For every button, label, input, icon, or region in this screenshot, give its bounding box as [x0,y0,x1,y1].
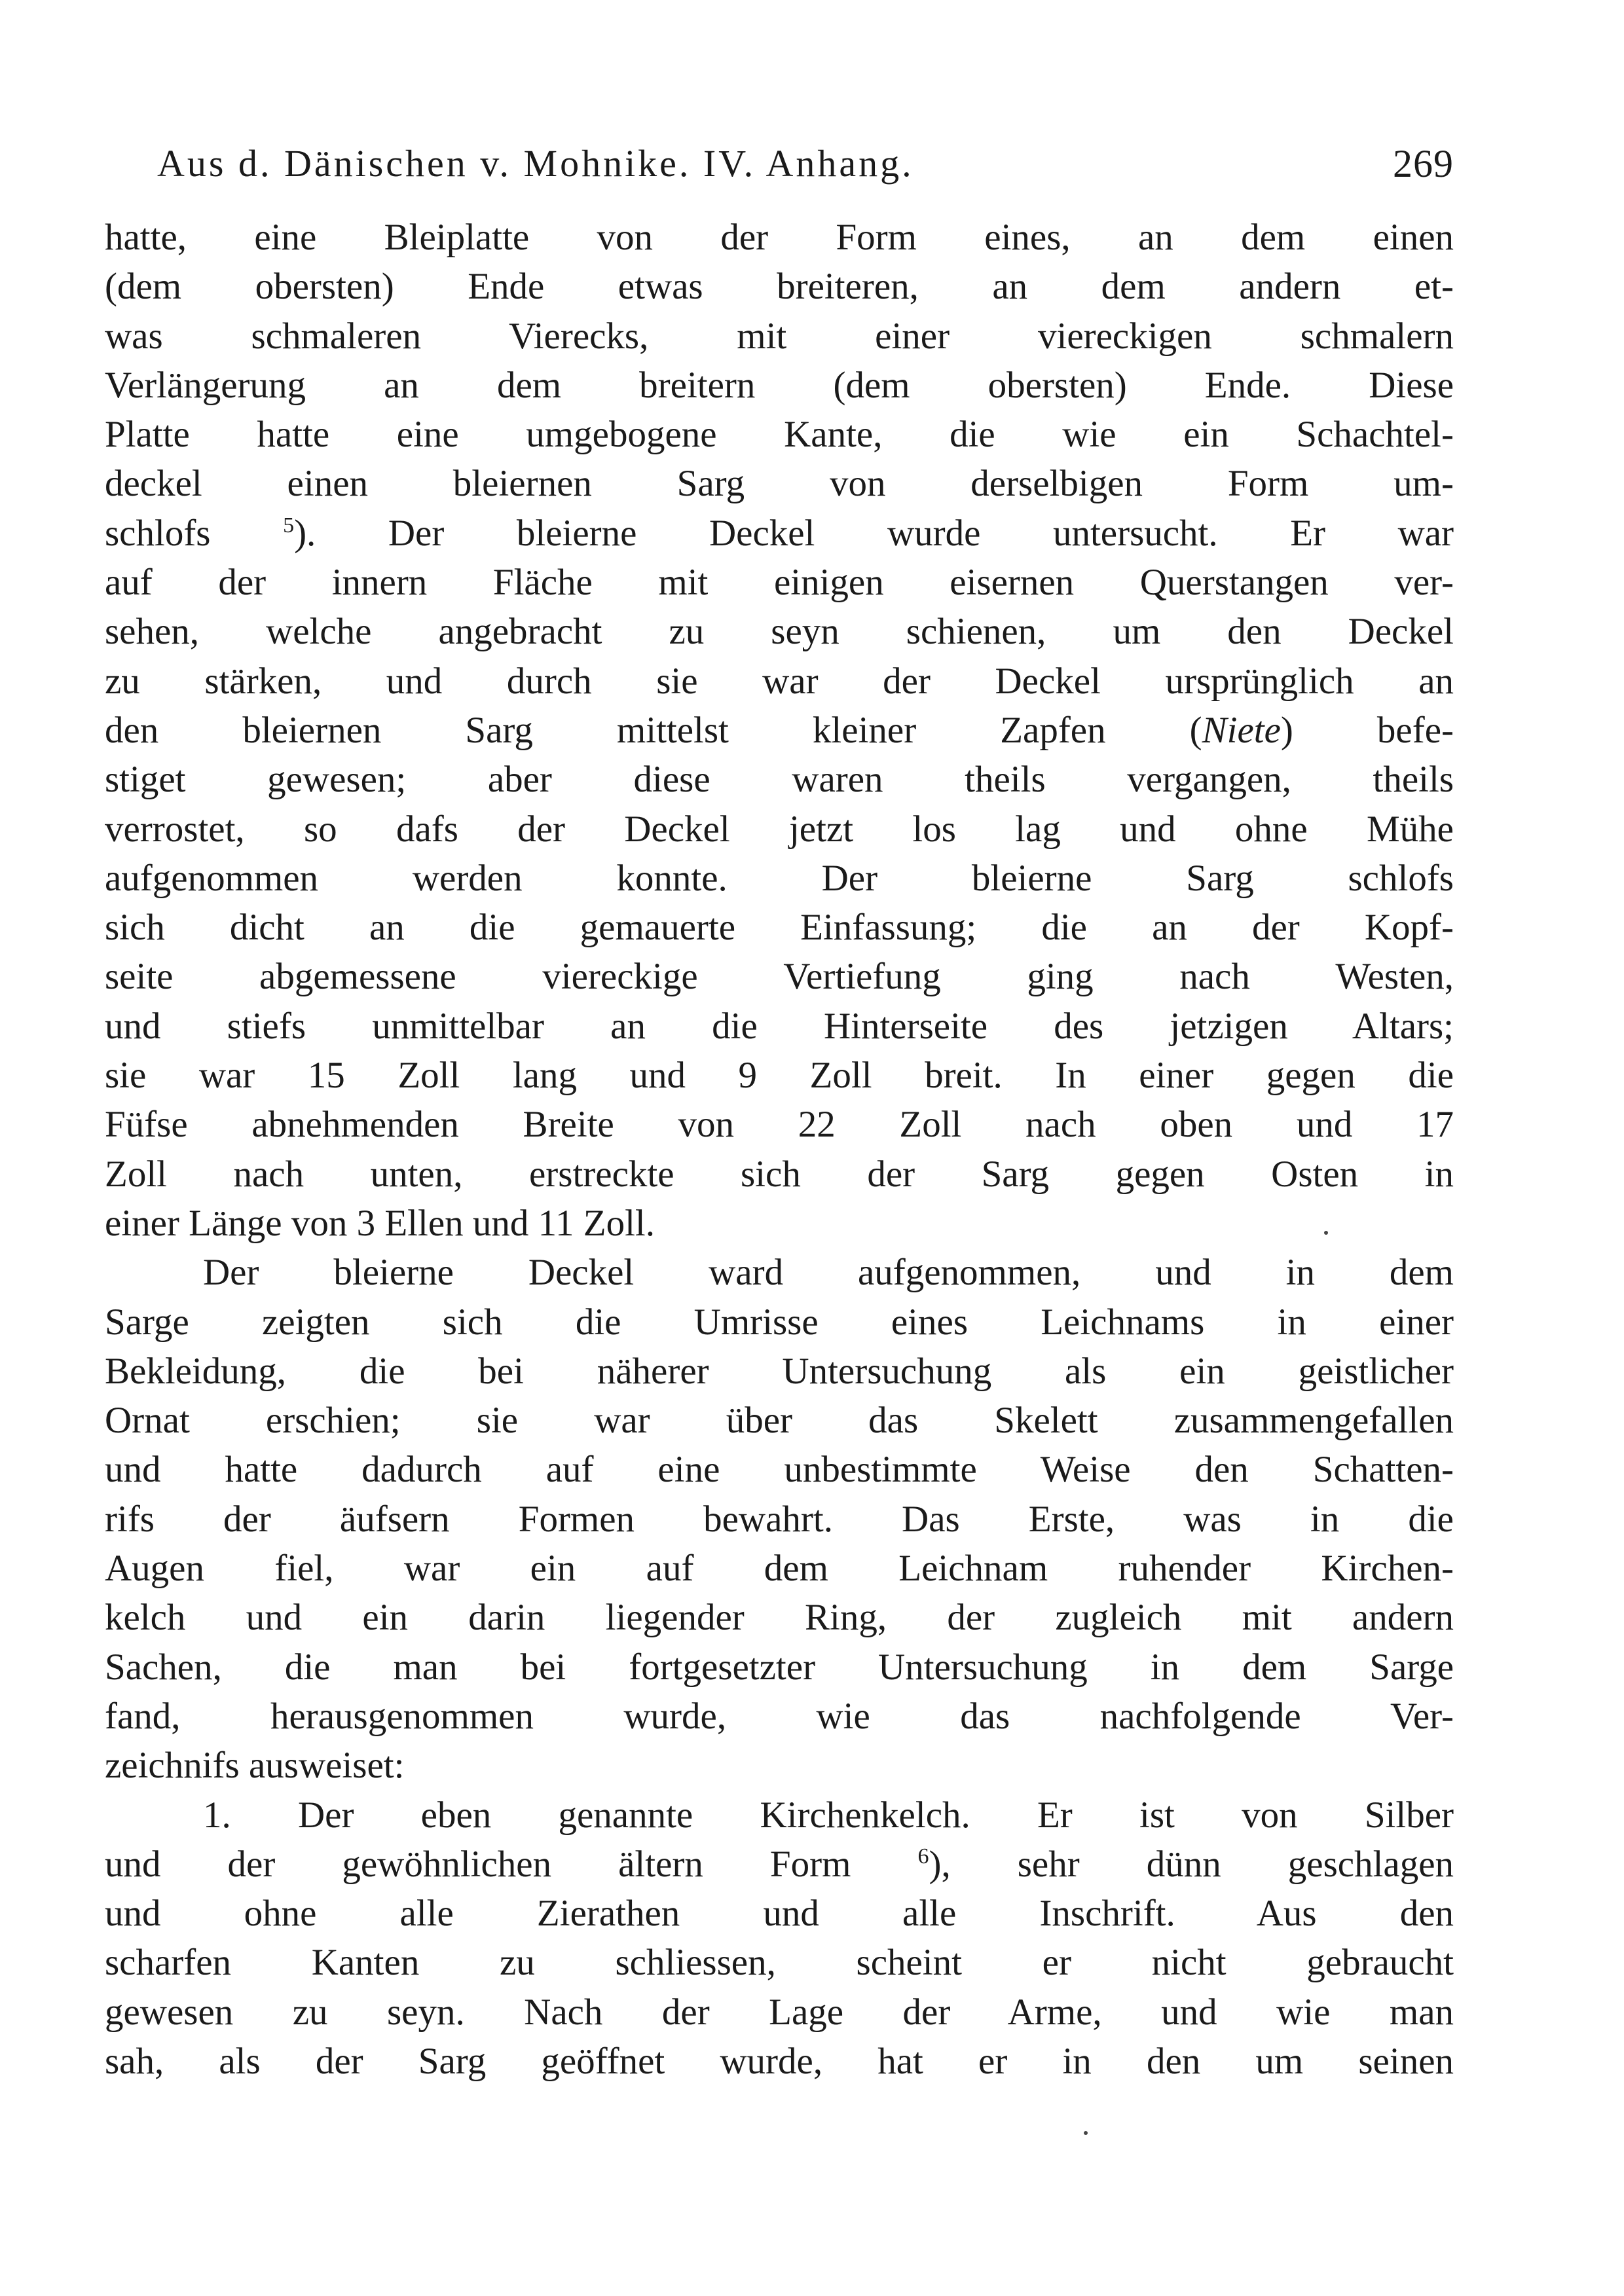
text-line: sah, als der Sarg geöffnet wurde, hat er in den um seinen [105,2040,1454,2082]
text-line [105,706,1454,755]
text-line: Augen fiel, war ein auf dem Leichnam ruhender Kirchen- [105,1548,1454,1590]
text-line: Bekleidung, die bei näherer Untersuchung als ein geistlicher [105,1350,1454,1392]
text-line: zeichnifs ausweiset: [105,1745,405,1787]
text-line: verrostet, so dafs der Deckel jetzt los lag und ohne Mühe [105,808,1454,850]
text-fragment: ) befe- [1280,709,1454,751]
text-line: seite abgemessene viereckige Vertiefung ging nach Westen, [105,956,1454,998]
running-head-title: Aus d. Dänischen v. Mohnike. IV. Anhang. [157,142,914,185]
text-line [105,509,1454,558]
text-line: fand, herausgenommen wurde, wie das nachfolgende Ver- [105,1695,1454,1737]
text-line: gewesen zu seyn. Nach der Lage der Arme, und wie man [105,1991,1454,2033]
body-text [105,213,1454,2086]
text-line: zu stärken, und durch sie war der Deckel ursprünglich an [105,660,1454,702]
text-line: und hatte dadurch auf eine unbestimmte Weise den Schatten- [105,1449,1454,1491]
text-line: und stiefs unmittelbar an die Hinterseite des jetzigen Altars; [105,1005,1454,1047]
italic-term: Niete [1202,709,1281,751]
text-line [105,1840,1454,1889]
text-fragment: ), sehr dünn geschlagen [929,1843,1454,1885]
text-line: einer Länge von 3 Ellen und 11 Zoll. [105,1202,655,1244]
text-line: kelch und ein darin liegender Ring, der zugleich mit andern [105,1597,1454,1639]
text-line: und ohne alle Zierathen und alle Inschrift. Aus den [105,1893,1454,1935]
text-line: (dem obersten) Ende etwas breiteren, an dem andern et- [105,266,1454,308]
text-line: Sarge zeigten sich die Umrisse eines Leichnams in einer [105,1301,1454,1343]
print-speck [1084,2131,1088,2135]
page-number: 269 [1393,142,1454,185]
text-line: auf der innern Fläche mit einigen eisernen Querstangen ver- [105,562,1454,604]
text-fragment: den bleiernen Sarg mittelst kleiner Zapfen ( [105,709,1202,751]
text-line: Verlängerung an dem breitern (dem obersten) Ende. Diese [105,364,1454,406]
text-fragment: und der gewöhnlichen ältern Form [105,1843,851,1885]
text-line: Füfse abnehmenden Breite von 22 Zoll nach oben und 17 [105,1104,1454,1146]
text-line: Der bleierne Deckel ward aufgenommen, und in dem [203,1252,1454,1294]
text-line: Platte hatte eine umgebogene Kante, die wie ein Schachtel- [105,414,1454,456]
text-line: sehen, welche angebracht zu seyn schienen, um den Deckel [105,611,1454,653]
text-line: sich dicht an die gemauerte Einfassung; die an der Kopf- [105,907,1454,949]
text-line: Zoll nach unten, erstreckte sich der Sarg gegen Osten in [105,1153,1454,1195]
text-fragment: ). Der bleierne Deckel wurde untersucht. Er war [294,512,1454,554]
text-line: was schmaleren Vierecks, mit einer viereckigen schmalern [105,315,1454,357]
text-line: stiget gewesen; aber diese waren theils vergangen, theils [105,759,1454,801]
text-line: aufgenommen werden konnte. Der bleierne Sarg schlofs [105,857,1454,899]
footnote-reference: 5 [283,513,295,538]
text-line: rifs der äufsern Formen bewahrt. Das Erste, was in die [105,1498,1454,1540]
text-line: scharfen Kanten zu schliessen, scheint er nicht gebraucht [105,1942,1454,1984]
text-line: deckel einen bleiernen Sarg von derselbigen Form um- [105,463,1454,505]
text-line: hatte, eine Bleiplatte von der Form eines, an dem einen [105,217,1454,258]
text-line: 1. Der eben genannte Kirchenkelch. Er ist von Silber [203,1794,1454,1836]
text-line: Ornat erschien; sie war über das Skelett zusammengefallen [105,1400,1454,1442]
running-head [157,134,1454,193]
footnote-reference: 6 [917,1844,929,1868]
text-fragment: schlofs [105,512,211,554]
text-line: Sachen, die man bei fortgesetzter Untersuchung in dem Sarge [105,1646,1454,1688]
print-speck [1324,1231,1328,1235]
text-line: sie war 15 Zoll lang und 9 Zoll breit. In einer gegen die [105,1055,1454,1097]
